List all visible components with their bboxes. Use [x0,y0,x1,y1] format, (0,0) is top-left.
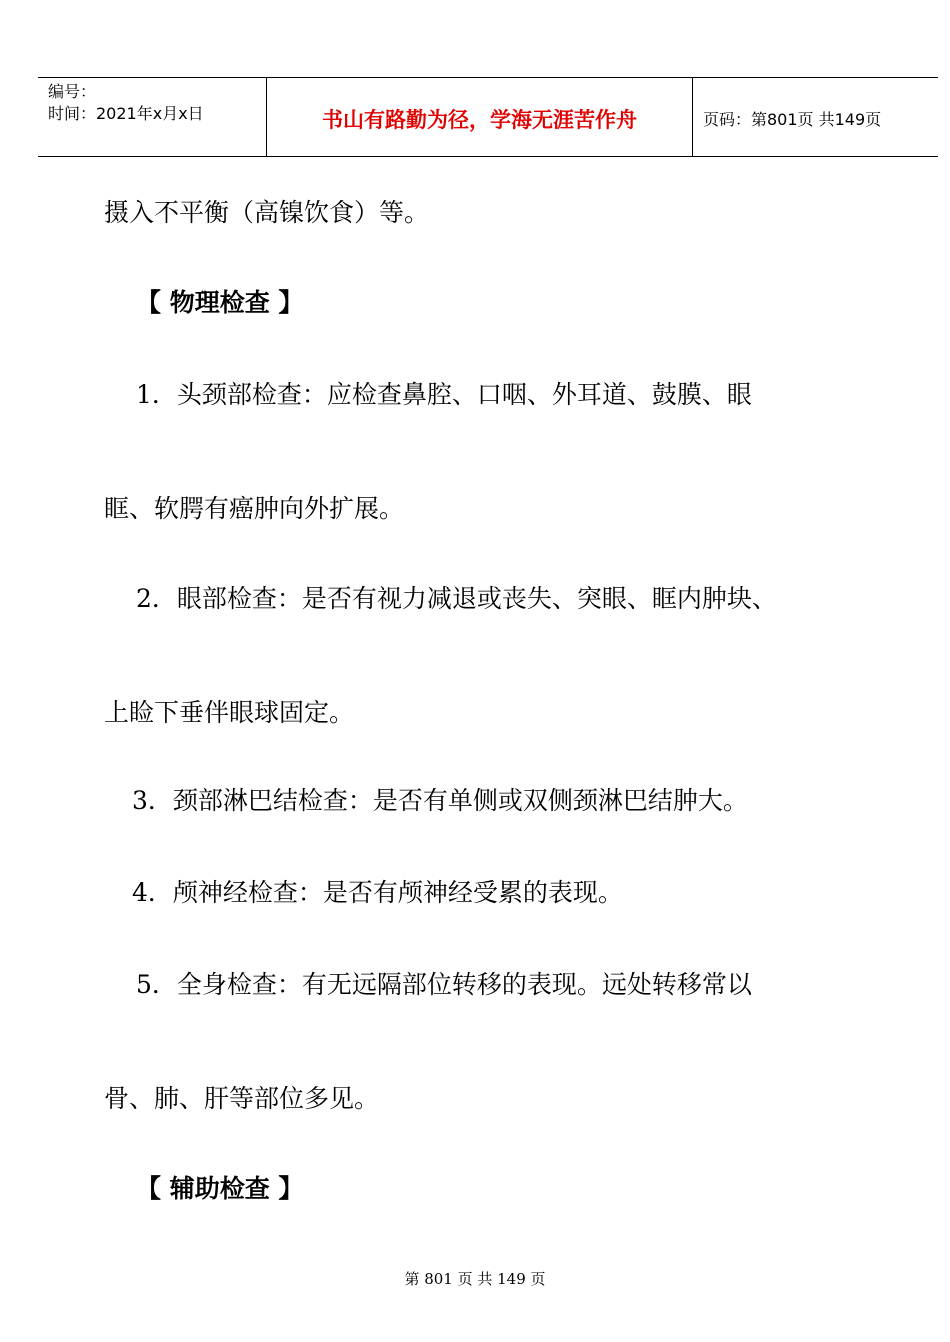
header-motto-cell [267,78,693,156]
page-header [38,77,938,157]
body-line-systemic-exam: 5．全身检查：有无远隔部位转移的表现。远处转移常以 [136,970,752,999]
document-number-label: 编号： [48,82,97,101]
header-page-info: 页码：第801页 共149页 [703,110,882,129]
body-line-lymph-exam: 3．颈部淋巴结检查：是否有单侧或双侧颈淋巴结肿大。 [132,786,748,815]
page-footer: 第 801 页 共 149 页 [404,1270,546,1288]
body-line-eye-exam-cont: 上睑下垂伴眼球固定。 [104,698,355,727]
section-heading-auxiliary-exam: 【 辅助检查 】 [136,1174,304,1203]
body-line-cranial-nerve-exam: 4．颅神经检查：是否有颅神经受累的表现。 [132,878,623,907]
header-motto: 书山有路勤为径，学海无涯苦作舟 [322,107,637,132]
body-line-head-neck-exam: 1．头颈部检查：应检查鼻腔、口咽、外耳道、鼓膜、眼 [136,380,752,409]
header-page-cell [693,78,938,156]
body-line-eye-exam: 2．眼部检查：是否有视力减退或丧失、突眼、眶内肿块、 [136,584,777,613]
body-line-systemic-exam-cont: 骨、肺、肝等部位多见。 [104,1084,380,1113]
document-time-label: 时间：2021年x月x日 [48,104,204,123]
body-line-diet: 摄入不平衡（高镍饮食）等。 [104,198,430,227]
header-meta-cell [38,78,267,156]
body-line-head-neck-exam-cont: 眶、软腭有癌肿向外扩展。 [104,494,405,523]
section-heading-physical-exam: 【 物理检查 】 [136,288,304,317]
